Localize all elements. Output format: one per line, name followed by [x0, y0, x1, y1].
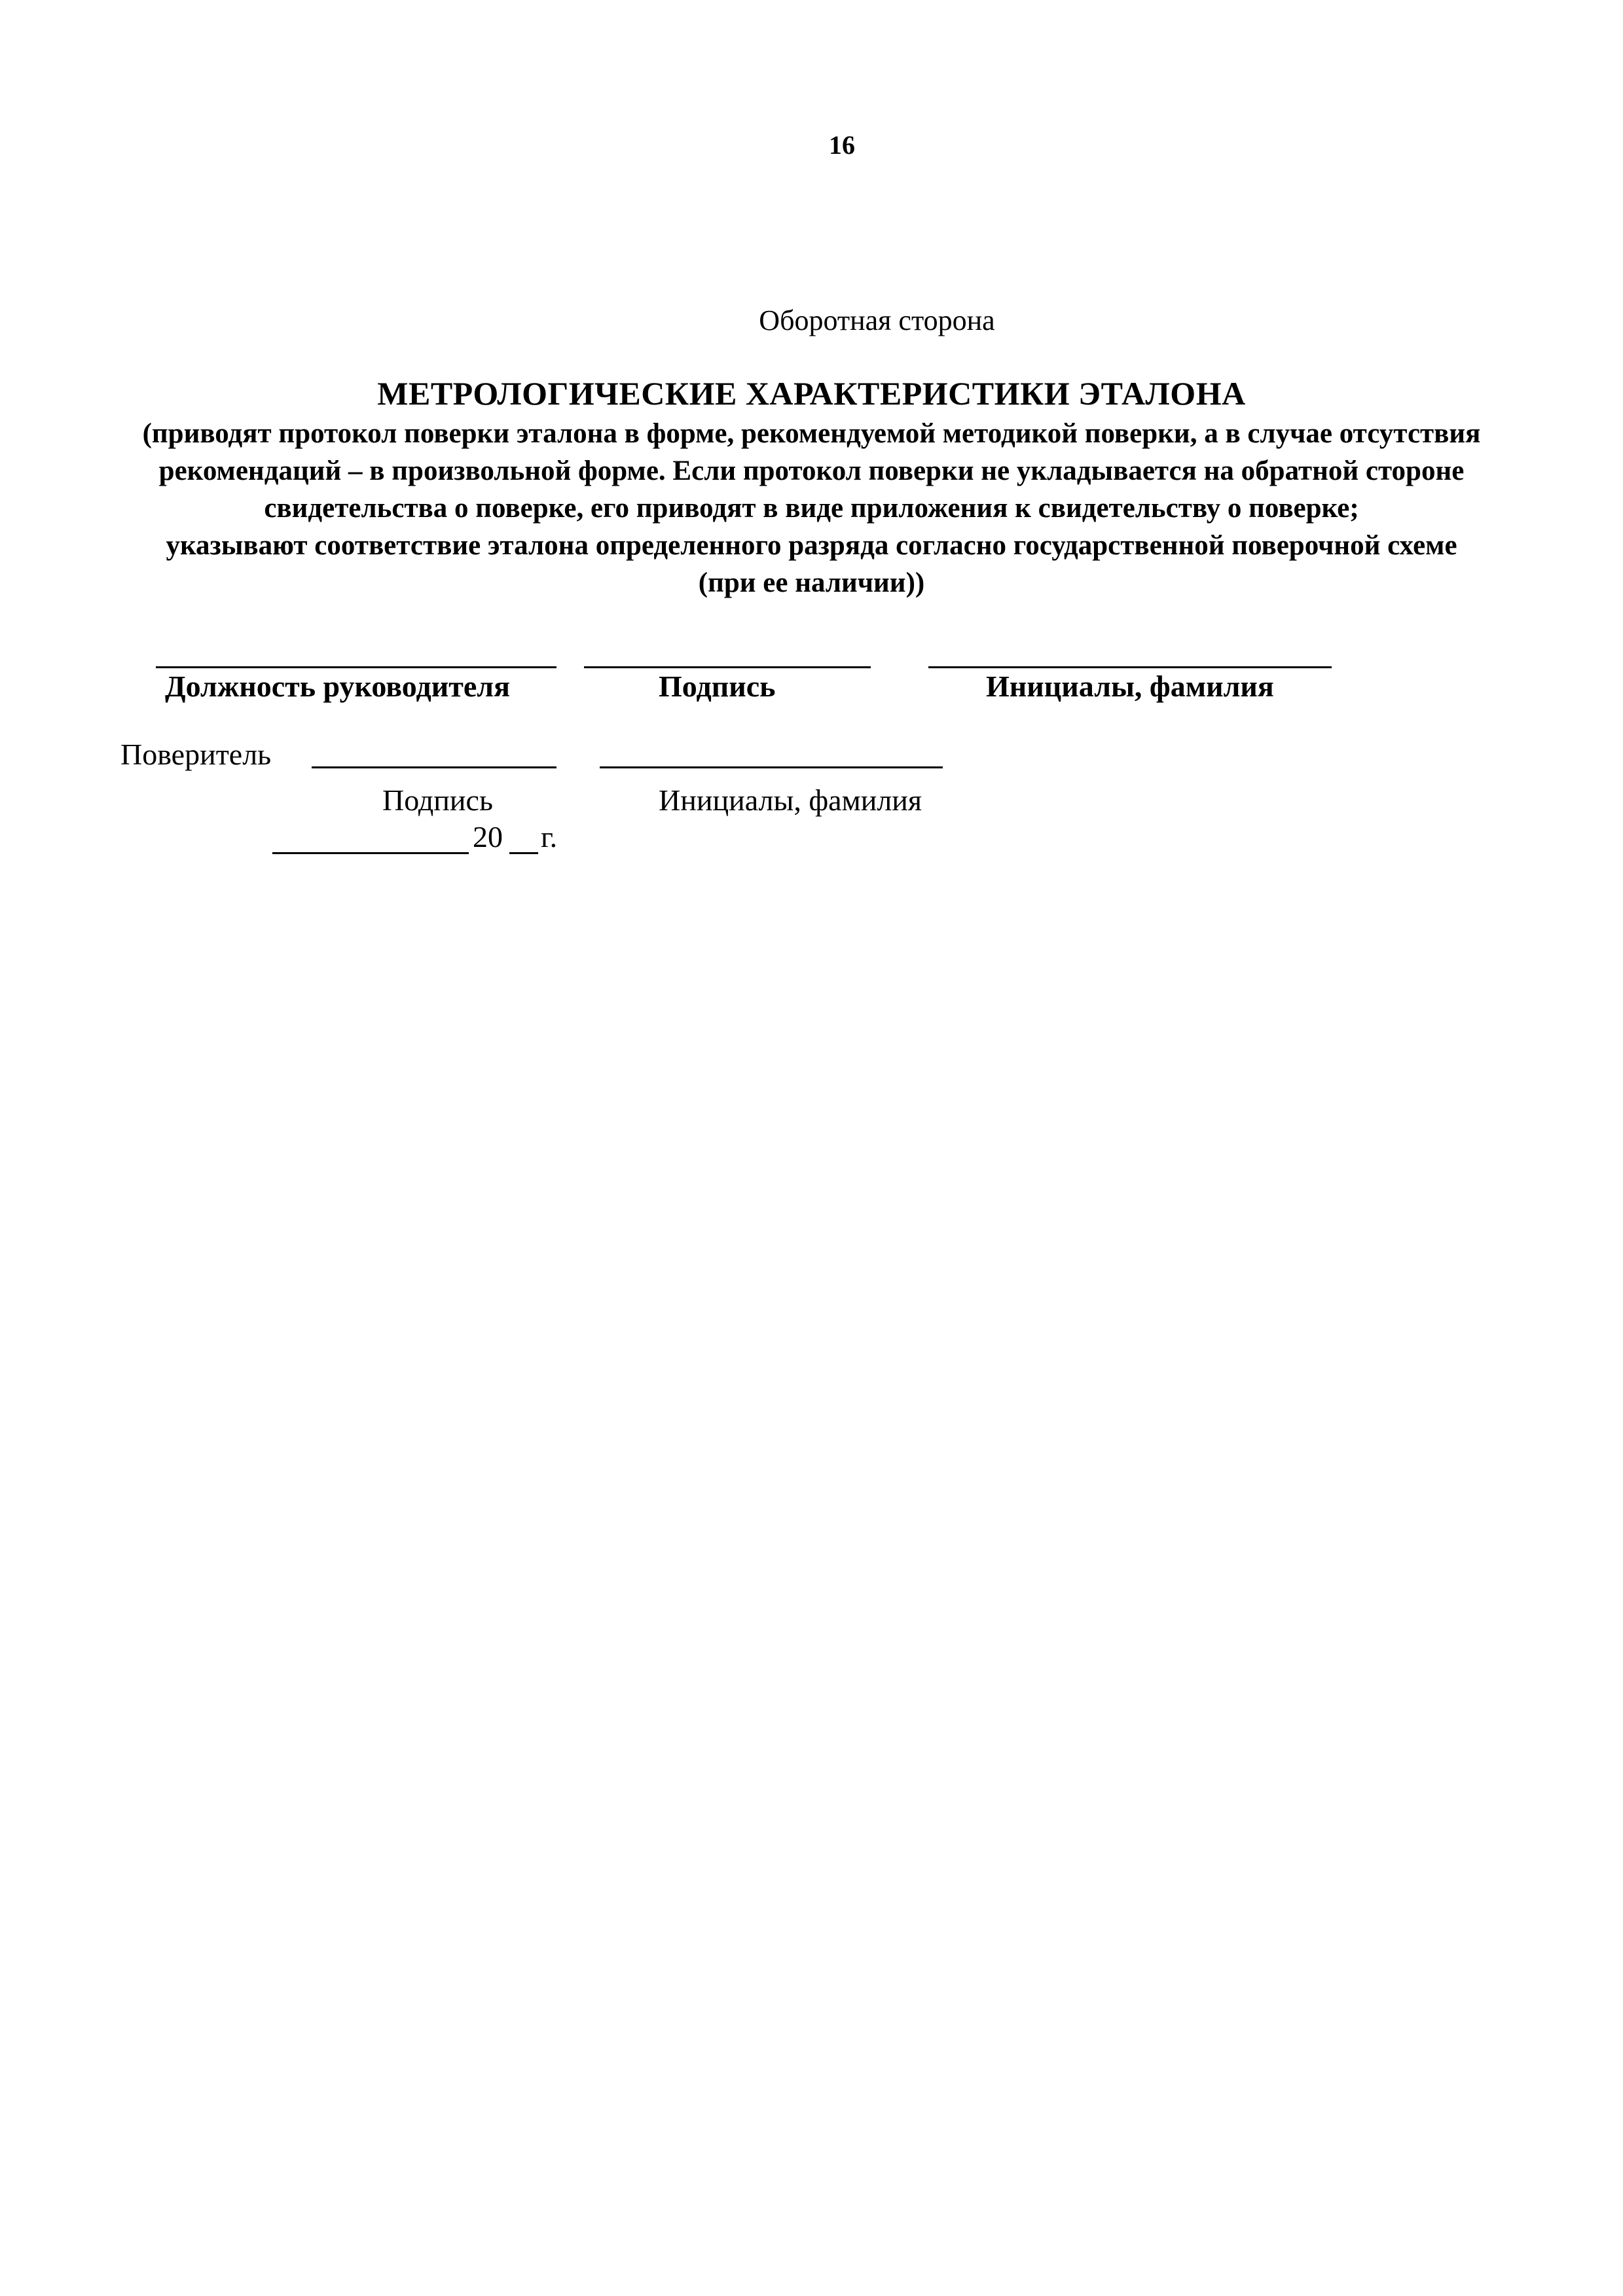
main-title: МЕТРОЛОГИЧЕСКИЕ ХАРАКТЕРИСТИКИ ЭТАЛОНА	[377, 375, 1246, 412]
note-line: (приводят протокол поверки эталона в форме, рекомендуемой методикой поверки, а в случае отсутствия	[142, 418, 1481, 449]
date-year-line[interactable]	[509, 852, 538, 854]
head-name-label: Инициалы, фамилия	[986, 670, 1274, 703]
note-line: (при ее наличии))	[698, 567, 925, 598]
head-signature-label: Подпись	[659, 670, 776, 703]
note-block	[0, 415, 1623, 601]
side-title: Оборотная сторона	[759, 304, 995, 336]
verifier-signature-label: Подпись	[382, 783, 493, 817]
verifier-signature-line[interactable]	[312, 766, 556, 768]
date-day-month-line[interactable]	[272, 852, 469, 854]
head-position-line[interactable]	[156, 666, 556, 668]
verifier-name-line[interactable]	[600, 766, 943, 768]
head-signature-line[interactable]	[584, 666, 871, 668]
head-name-line[interactable]	[928, 666, 1332, 668]
head-position-label: Должность руководителя	[165, 670, 510, 703]
page-number: 16	[829, 130, 855, 160]
note-line: указывают соответствие эталона определенного разряда согласно государственной поверочной схеме	[166, 530, 1457, 561]
note-line: рекомендаций – в произвольной форме. Если протокол поверки не укладывается на обратной стороне	[158, 456, 1465, 486]
date-year-suffix: г.	[541, 820, 558, 853]
note-line: свидетельства о поверке, его приводят в виде приложения к свидетельству о поверке;	[264, 493, 1359, 524]
verifier-name-label: Инициалы, фамилия	[659, 783, 922, 817]
date-year-prefix: 20	[473, 820, 503, 853]
verifier-label: Поверитель	[120, 738, 272, 771]
